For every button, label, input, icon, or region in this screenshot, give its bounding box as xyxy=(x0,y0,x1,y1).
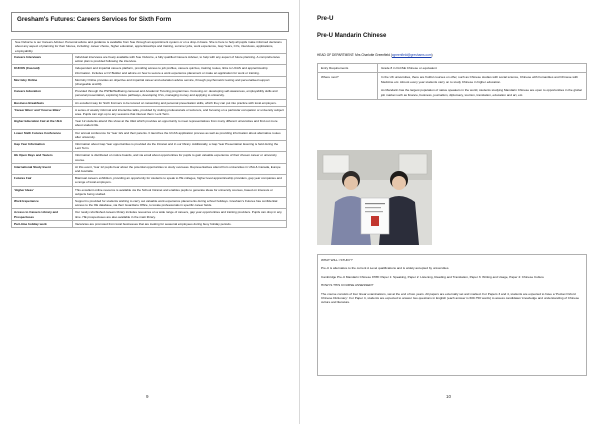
service-label: Higher Education Fair at the UEA xyxy=(12,118,73,129)
service-description: Year 12 students attend this show at the UEA which provides an opportunity to meet representatives from many different universities and find out more about student life. xyxy=(73,118,287,129)
papers-text: Cambridge Pre-U Mandarin Chinese 9788: Paper 1: Speaking, Paper 2: Listening, Reading and Translation, Paper 3: Writing and Usage, Paper 4: Chinese Culture xyxy=(321,274,544,279)
where-next-label: Where next? xyxy=(318,73,378,100)
preu-subtitle: Pre-U Mandarin Chinese xyxy=(317,33,387,39)
preu-info-table xyxy=(317,63,587,100)
service-description: This excellent online resource is available via the School Intranet and enables pupils to generate ideas for university courses, based on interests or subjects being studied. xyxy=(73,186,287,197)
service-description: Independent and impartial careers platform, providing access to job profiles, careers quizzes, training routes, links to UCAS and apprenticeship information. Includes a CV Builder and advice on how to secure a work experience placement or make an application for work or training. xyxy=(73,65,287,76)
service-label: Lower Sixth Futures Conference xyxy=(12,129,73,140)
table-row xyxy=(12,99,287,106)
table-row xyxy=(12,118,287,129)
entry-requirements-text: Grade 8 in IGCSE Chinese or equivalent xyxy=(378,64,587,73)
students-photo-illustration xyxy=(317,150,432,245)
service-label: Business Breakfasts xyxy=(12,99,73,106)
where-next-cell xyxy=(378,73,587,100)
careers-title-box xyxy=(11,12,289,32)
how-assessed-heading: HOW IS THIS COURSE ASSESSED? xyxy=(321,283,374,288)
service-description: Vacancies are promoted from local businesses that are looking for seasonal employees during busy holiday periods. xyxy=(73,220,287,227)
careers-title: Gresham's Futures: Careers Services for Sixth Form xyxy=(17,16,172,23)
service-description: Morrisby Online provides an objective and impartial career and education advice service, through psychometric testing and personalised support (chargeable at £30). xyxy=(73,76,287,87)
head-of-department xyxy=(317,53,433,57)
table-row xyxy=(12,186,287,197)
preu-title: Pre-U xyxy=(317,15,334,22)
table-row xyxy=(12,175,287,186)
table-row xyxy=(12,106,287,117)
table-row xyxy=(12,152,287,163)
service-label: KUDOS (Cascaid) xyxy=(12,65,73,76)
service-label: 'Higher Ideas' xyxy=(12,186,73,197)
page-number-left: 9 xyxy=(146,394,149,399)
students-photo xyxy=(317,150,432,245)
service-label: Gap Year Information xyxy=(12,141,73,152)
service-description: Support is provided for students wishing to carry out valuable work experience placements during school holidays. Gresham's Futures has confidential access to the OE database, via their Guardians Office, to locate professionals in specific career fields. xyxy=(73,198,287,209)
service-label: HE Open Days and Tasters xyxy=(12,152,73,163)
what-will-i-study-heading: WHAT WILL I STUDY? xyxy=(321,258,353,262)
careers-services-table xyxy=(11,53,287,228)
table-row xyxy=(12,54,287,65)
table-row xyxy=(318,73,587,100)
service-label: Work Experience xyxy=(12,198,73,209)
service-label: Careers Interviews xyxy=(12,54,73,65)
head-of-department-label: HEAD OF DEPARTMENT: Mrs Charlotte Greenfield ( xyxy=(317,53,392,57)
service-label: Part-time holiday work xyxy=(12,220,73,227)
service-label: Careers Education xyxy=(12,88,73,99)
careers-intro: Sue Osborne is our Careers Adviser. Personal advice and guidance is available from Sue through an appointment system or on a drop-in basis. She is here to help all pupils make informed decisions about any aspect of planning for their futures, including: career choice, higher education, apprenticeships and training, summer jobs, work experience, Gap Years, CVs, interviews, applications, employability. xyxy=(11,39,287,53)
table-row xyxy=(12,209,287,220)
service-label: 'Career Bites' and 'Course Bites' xyxy=(12,106,73,117)
service-description: Biannual careers exhibition, providing an opportunity for students to speak to HE colleges, higher level apprenticeship providers, gap year companies and a range of local employers. xyxy=(73,175,287,186)
study-assessment-box xyxy=(317,254,587,376)
service-label: International Study Event xyxy=(12,163,73,174)
how-assessed-text: The course consists of four linear examinations, sat at the end of two years. All papers are externally set and marked. For Papers 3 and 4, students are expected to have a 'Pocket Oxford Chinese Dictionary'. For Paper 4, students are expected to answer two questions in English (each answer is 600-750 words) to assess candidates' knowledge and understanding of Chinese culture and literature. xyxy=(321,291,580,305)
head-of-department-close: ) xyxy=(431,53,433,57)
table-row xyxy=(318,64,587,73)
service-description: Information about Gap Year opportunities is provided via the Intranet and in our library. Additionally, a Gap Year Presentation Evening is held during the Lent Term. xyxy=(73,141,287,152)
service-description: At this event, Year 12 pupils hear about the potential opportunities to study overseas. Representatives attend from universities in USA & Canada, Europe and Australia. xyxy=(73,163,287,174)
where-next-text: In the UK universities, there are fruitful courses on offer, such as Chinese studies with social science, Chinese with humanities and Chinese with Medicine etc. Almost every year students carry on to study Chinese in higher education. xyxy=(381,75,579,84)
table-row xyxy=(12,88,287,99)
table-row xyxy=(12,220,287,227)
page-number-right: 10 xyxy=(446,394,452,399)
table-row xyxy=(12,198,287,209)
service-label: Morrisby Online xyxy=(12,76,73,87)
table-row xyxy=(12,163,287,174)
table-row xyxy=(12,65,287,76)
where-next-text-2: As Mandarin has the largest population of native speakers in the world, students studying Mandarin Chinese are open to opportunities in the global job market such as finance, business, journalism, diplomacy, tourism, translation, education and art, etc. xyxy=(381,88,582,97)
service-description: A series of weekly informal and interactive talks, provided by visiting professionals or lecturers, and focusing on a particular occupation or university subject area. Pupils can sign up to any sessions that interest them: Lent Term. xyxy=(73,106,287,117)
table-row xyxy=(12,129,287,140)
service-description: Individual interviews are freely available with Sue Osborne, a fully qualified Careers Adviser, to help with any aspect of future planning. A comprehensive action plan is provided following the interview. xyxy=(73,54,287,65)
right-page xyxy=(300,0,600,424)
table-row xyxy=(12,141,287,152)
service-description: Our annual conference for Year 12s and their parents. It launches the UCAS application process as well as providing information about alternative routes after university. xyxy=(73,129,287,140)
service-description: An excellent way for Sixth Formers to be tutored on networking and personal presentation skills, which they can put into practice with local employers. xyxy=(73,99,287,106)
service-label: Futures Fair xyxy=(12,175,73,186)
what-will-i-study-text: Pre-U is alternative to the current A Level qualifications and is widely accepted by universities. xyxy=(321,266,450,271)
table-row xyxy=(12,76,287,87)
service-description: Information is distributed on notice boards, and via email about opportunities for pupils to gain valuable experience of their chosen career or university course. xyxy=(73,152,287,163)
head-of-department-email-link[interactable]: cgreenfield@greshams.com xyxy=(391,53,432,57)
service-description: Provided through the PSHE/Wellbeing carousel and Academic Tutoring programmes. Focusing on: developing self-awareness, employability skills and personal presentation, exploring future pathways, developing CVs, managing money and applying to university. xyxy=(73,88,287,99)
service-description: Our newly refurbished careers library includes resources on a wide range of careers, gap year opportunities and training providers. Pupils can drop in any time. HE prospectuses are also available in the main library. xyxy=(73,209,287,220)
service-label: Access to Careers Library and Prospectuses xyxy=(12,209,73,220)
entry-requirements-label: Entry Requirements xyxy=(318,64,378,73)
